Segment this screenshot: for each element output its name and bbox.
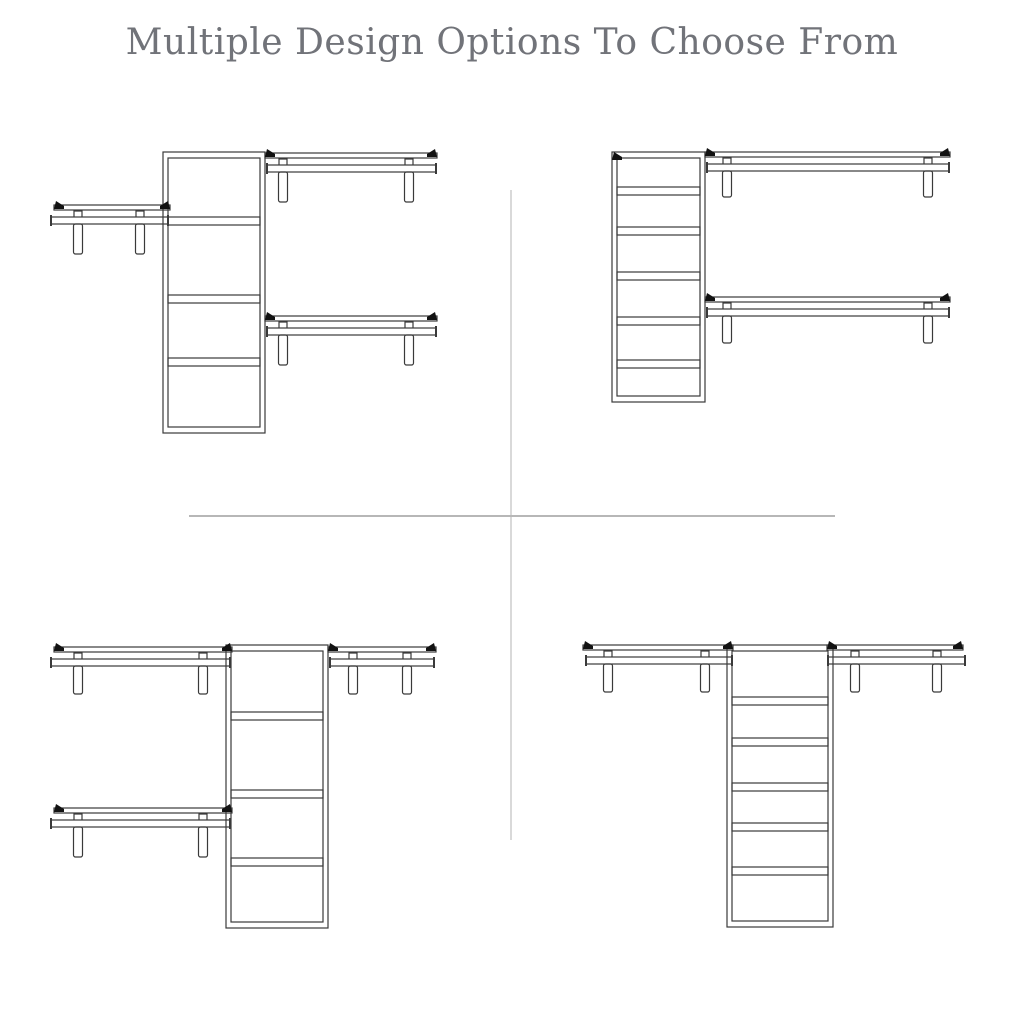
design-option-1 [50,149,437,433]
design-option-3 [50,643,436,928]
design-option-4 [583,641,966,927]
design-option-2 [612,148,950,402]
page-title: Multiple Design Options To Choose From [125,22,899,63]
